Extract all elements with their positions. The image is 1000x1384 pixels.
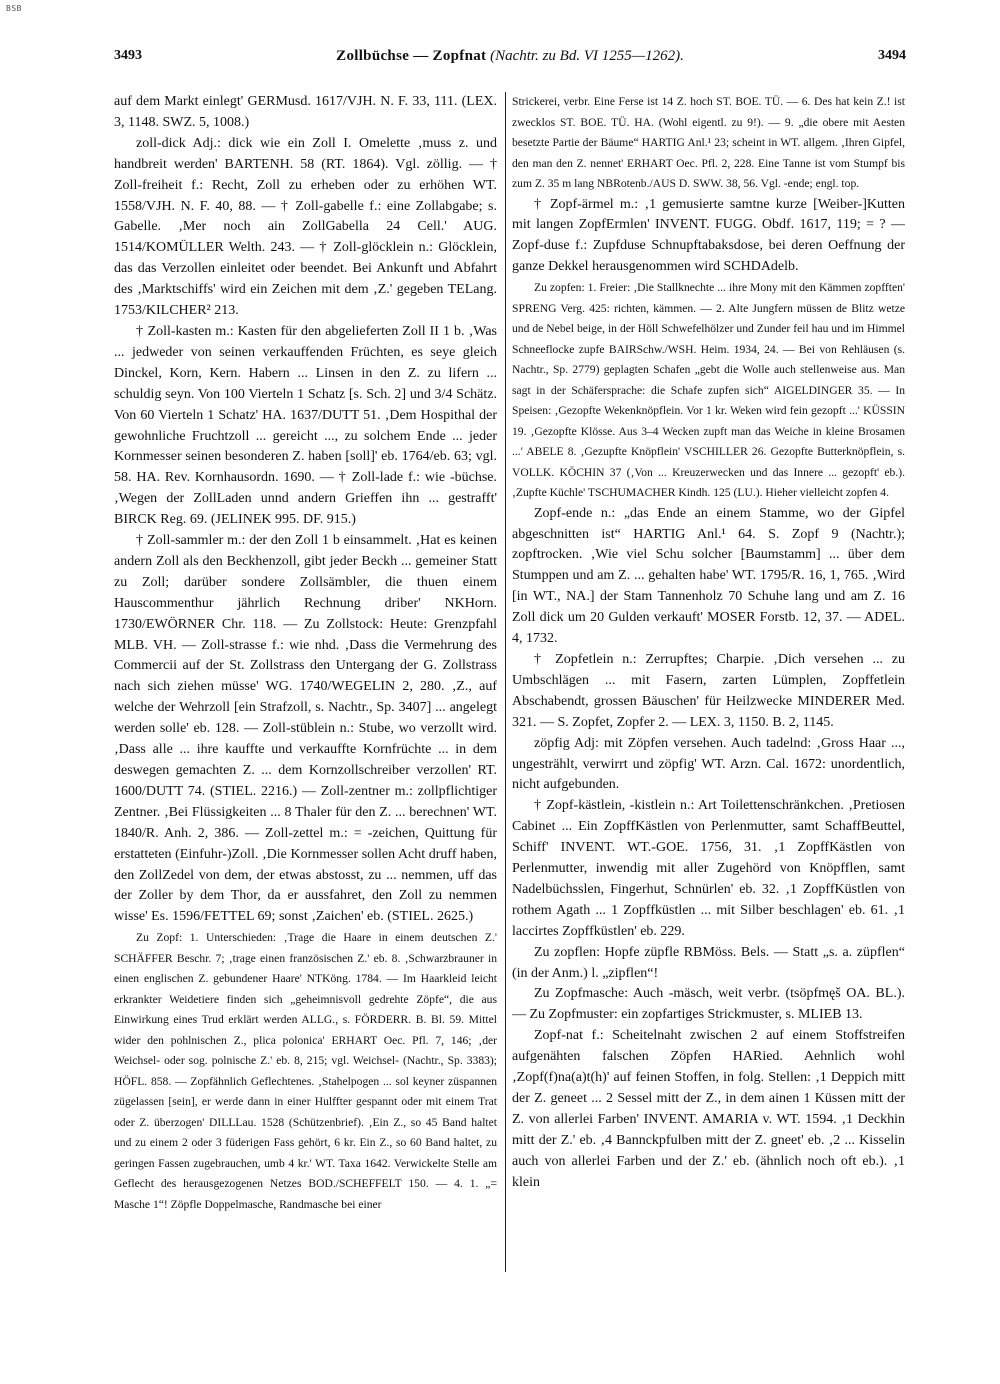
entry-zoll-kasten: † Zoll-kasten m.: Kasten für den abgelieferten Zoll II 1 b. ‚Was ... jedweder von seinen verkauffenden Früchten, es seye gleich Dinckel, Korn, Kern. Habern ... Linsen in den Z. zu lifern ... schuldig seyn. Von 100 Vierteln 1 Schatz [s. Sch. 2] und 3/4 Schätz. Von 60 Vierteln 1 Schatz' HA. 1637/DUTT 51. ‚Dem Hospithal der gewohnliche Fruchtzoll ... gereicht ..., zu solchem Ende ... jeder Kornmesser seinen besonderen Z. haben [soll]' eb. 1764/eb. 63; vgl. 58. HA. Rev. Kornhausordn. 1690. — † Zoll-lade f.: wie -büchse. ‚Wegen der ZollLaden unnd andern Grieffen ihn ... gestrafft' BIRCK Reg. 69. (JELINEK 995. DF. 915.)	[114, 323, 497, 528]
entry-paragraph: auf dem Markt einlegt' GERMusd. 1617/VJH. N. F. 33, 111. (LEX. 3, 1148. SWZ. 5, 1008.)	[114, 94, 497, 130]
entry-zopf-nat: Zopf-nat f.: Scheitelnaht zwischen 2 auf einem Stoffstreifen aufgenähten falschen Zöpfen HARied. Aehnlich wohl ‚Zopf(f)na(a)t(h)' auf feinen Stoffen, in folg. Stellen: ‚1 Deppich mitt der Z. geneet ... 2 Sessel mitt der Z., in dem ainen 1 Küssen mitt der Z. von allerlei Farben' INVENT. AMARIA v. WT. 1594. ‚1 Deckhin mitt der Z.' eb. ‚4 Bannckpfulben mitt der Z. gneet' eb. ‚2 ... Kisselin auch von allerlei Farben und der Z.' eb. (ähnlich noch oft eb.). ‚1 klein	[512, 1028, 905, 1190]
entry-zopf-ende: Zopf-ende n.: „das Ende an einem Stamme, wo der Gipfel abgeschnitten ist“ HARTIG Anl.¹ 64. S. Zopf 9 (Nachtr.); zopftrocken. ‚Wie viel Schu solcher [Baumstamm] ... über dem Stumppen und am Z. ... gehalten habe' WT. 1795/R. 16, 1, 765. ‚Wird [in WT., NA.] der Stam Tannenholz 70 Schuhe lang und am Z. 16 Zoll dick um 20 Gulden verkauft' MOSER Forstb. 12, 37. — ADEL. 4, 1732.	[512, 505, 905, 647]
entry-zoll-sammler: † Zoll-sammler m.: der den Zoll 1 b einsammelt. ‚Hat es keinen andern Zoll als den Beckhenzoll, gibt jeder Beckh ... gemeiner Statt zu Zoll; darüber sondere Zollsämbler, die thuen einem Hauscommenthur jährlich Rechnung driber' NKHorn. 1730/EWÖRNER Chr. 118. — Zu Zollstock: Heute: Grenzpfahl MLB. VH. — Zoll-strasse f.: wie nhd. ‚Dass die Vermehrung des Commercii auf der St. Zollstrass den Untergang der G. Zollstrass nach sich ziehen müsse' WG. 1740/WEGELIN 2, 280. ‚Z., auf welche der Wehrzoll [ein Strafzoll, s. Nachtr., Sp. 3407] ... angelegt werden solle' eb. 128. — Zoll-stüblein n.: Stube, wo verzollt wird. ‚Dass alle ... ihre kauffte und verkauffte Kornfrüchte ... in dem deswegen gemachten Z. ... dem Kornzollschreiber verzollen' RT. 1600/DUTT 74. (STIEL. 2216.) — Zoll-zentner m.: zollpflichtiger Zentner. ‚Bei Flüssigkeiten ... 8 Thaler für den Z. ... berechnen' WT. 1840/R. Anh. 2, 386. — Zoll-zettel m.: = -zeichen, Quittung für erstatteten (Einfuhr-)Zoll. ‚Die Kornmesser sollen Acht druff haben, den ZollZedel von dem, der etwas abstosst, zu ... nemmen, uff das der Zoller by dem Thor, da er aussfahret, den Zoll zu nemmen wisse' Es. 1596/FETTEL 69; sonst ‚Zaichen' eb. (STIEL. 2625.)	[114, 533, 497, 925]
page-header	[114, 48, 906, 72]
page-number-right: 3494	[878, 48, 906, 63]
entry-zopf-continued: Strickerei, verbr. Eine Ferse ist 14 Z. hoch ST. BOE. TÜ. — 6. Des hat kein Z.! ist zwecklos ST. BOE. TÜ. HA. (Wohl eigentl. zu 9!). — 9. „die obere mit Aesten besetzte Partie der Bäume“ HARTIG Anl.¹ 23; scheint in WT. allgem. ‚Ihren Gipfel, den man den Z. nennet' ERHART Oec. Pfl. 2, 228. Eine Tanne ist vom Stumpf bis zum Z. 35 m lang NBRotenb./AUS D. SWW. 38, 56. Vgl. -ende; engl. top.	[512, 95, 905, 190]
running-title-headwords: Zollbüchse — Zopfnat	[336, 48, 487, 64]
entry-zoll-dick: zoll-dick Adj.: dick wie ein Zoll I. Omelette ‚muss z. und handbreit werden' BARTENH. 58 (RT. 1864). Vgl. zöllig. — † Zoll-freiheit f.: Recht, Zoll zu erheben oder zu erhöhen WT. 1558/VJH. N. F. 40, 88. — † Zoll-gabelle f.: eine Zollabgabe; s. Gabelle. ‚Mer noch ain ZollGabella 24 Cell.' AUG. 1514/KOMÜLLER Welth. 243. — † Zoll-glöcklein n.: Glöcklein, das das Verzollen einleitet oder beendet. Bei Ankunft und Abfahrt des ‚Marktschiffs' wird ein Zeichen mit dem ‚Z.' gegeben TELang. 1753/KILCHER² 213.	[114, 135, 497, 319]
entry-zoepfig: zöpfig Adj: mit Zöpfen versehen. Auch tadelnd: ‚Gross Haar ..., ungestrählt, verwirrt und zöpfig' WT. Arzn. Cal. 1672: unordentlich, nicht aufgebunden.	[512, 735, 905, 793]
entry-zopf: Zu Zopf: 1. Unterschieden: ‚Trage die Haare in einem deutschen Z.' SCHÄFFER Beschr. 7; ‚trage einen französischen Z.' eb. 8. ‚Schwarzbrauner in einen englischen Z. gebundener Haare' NTKöng. 1784. — Im Haarkleid leicht erkrankter Weidetiere finden sich „geheimnisvoll gedrehte Zöpfe“, die aus Einwirkung eines Trud erklärt werden ALLG., s. FÖRDERR. B. Bl. 59. Mittel wider den pohlnischen Z., plica polonica' ERHART Oec. Pfl. 7, 146; ‚der Weichsel- oder sog. polnische Z.' eb. 8, 215; vgl. Weichsel- (Nachtr., Sp. 3383); HÖFL. 858. — Zopfähnlich Geflechtenes. ‚Stahelpogen ... sol keyner züspannen zügelassen [sein], er werde dann in einer Hulffter gespannt oder mit einem Trat oder Z. überzogen' DILLLau. 1528 (Schützenbrief). ‚Ein Z., so 45 Band haltet und zu einem 2 oder 3 füderigen Fass gehört, 6 kr. Ein Z., so 60 Band haltet, zu geringen Fassen zugebrauchen, umb 4 kr.' WT. Taxa 1642. Verwickelte Stelle am Geflecht des herausgezogenen Netzes BOD./SCHEFFELT 150. — 4. 1. „= Masche 1“! Zöpfle Doppelmasche, Randmasche bei einer	[114, 931, 497, 1211]
library-stamp: BSB	[6, 4, 22, 13]
running-title-note: (Nachtr. zu Bd. VI 1255—1262).	[490, 48, 684, 64]
page-number-left: 3493	[114, 48, 142, 63]
right-column	[512, 92, 905, 1282]
running-title	[114, 48, 906, 65]
entry-zopf-kaestlein: † Zopf-kästlein, -kistlein n.: Art Toilettenschränkchen. ‚Pretiosen Cabinet ... Ein ZopffKästlen von Perlenmutter, samt SchaffBeuttel, Schiff' INVENT. WT.-GOE. 1756, 31. ‚1 ZopffKästlen von Perlenmutter, inwendig mit aller Zugehörd von Knöpfflen, samt Nadelbüchsslen, Fingerhut, Schnürlen' eb. 32. ‚1 ZopffKüstlen von rothem Agath ... 1 Zopffküstlen ... mit Silber beschlagen' eb. 61. ‚1 laccirtes Zopffküstlen' eb. 229.	[512, 798, 905, 939]
entry-zopflen: Zu zopflen: Hopfe züpfle RBMöss. Bels. — Statt „s. a. züpflen“ (in der Anm.) l. „zipflen“!	[512, 944, 905, 981]
entry-zopf-aermel: † Zopf-ärmel m.: ‚1 gemusierte samtne kurze [Weiber-]Kutten mit langen ZopfErmlen' INVENT. FUGG. Obdf. 1617, 119; = ? — Zopf-duse f.: Zupfduse Schnupftabaksdose, bei deren Oeffnung der ganze Dekkel herausgenommen wird SCHDAdelb.	[512, 196, 905, 275]
left-column	[114, 92, 497, 1282]
entry-zopfetlein: † Zopfetlein n.: Zerrupftes; Charpie. ‚Dich versehen ... zu Umbschlägen ... mit Fasern, zarten Lümplen, Zopffetlein Abschabendt, grossen Bäuschen' für Heilzwecke MINDERER Med. 321. — S. Zopfet, Zopfer 2. — LEX. 3, 1150. B. 2, 1145.	[512, 651, 905, 730]
column-divider	[505, 92, 506, 1272]
entry-zopfmasche: Zu Zopfmasche: Auch -mäsch, weit verbr. (tsöpfmęš OA. BL.). — Zu Zopfmuster: ein zopfartiges Strickmuster, s. MLIEB 13.	[512, 986, 905, 1023]
entry-zopfen: Zu zopfen: 1. Freier: ‚Die Stallknechte ... ihre Mony mit den Kämmen zopfften' SPRENG Verg. 425: richten, kämmen. — 2. Alte Jungfern müssen de Blitz wetze und de Nebel beige, in der Höll Schwefelhölzer und Zunder feil hau und im Himmel Schneeflocke zupfe BAIRSchw./WSH. Heim. 1934, 24. — Bei von Rehläusen (s. Nachtr., Sp. 2779) geplagten Schafen „gebt die Wolle auch stellenweise aus. Man sagt in der Schäfersprache: die Schafe zupfen sich“ AIGELDINGER 35. — In Speisen: ‚Gezopfte Wekenknöpflein. Vor 1 kr. Weken wird fein gezopft ...' KÜSSIN 19. ‚Gezopfte Klösse. Aus 3–4 Wecken zupft man das Weiche in kleine Brosamen ...' ABELE 8. ‚Gezupfte Knöpflein' VSCHILLER 26. Gezopfte Butterknöpflein, s. VOLLK. KÖCHIN 37 (‚Von ... Kreuzerwecken und das Innere ... gezopft' eb.). ‚Zupfte Küchle' TSCHUMACHER Kindh. 125 (LU.). Hieher vielleicht zopfen 4.	[512, 281, 905, 500]
